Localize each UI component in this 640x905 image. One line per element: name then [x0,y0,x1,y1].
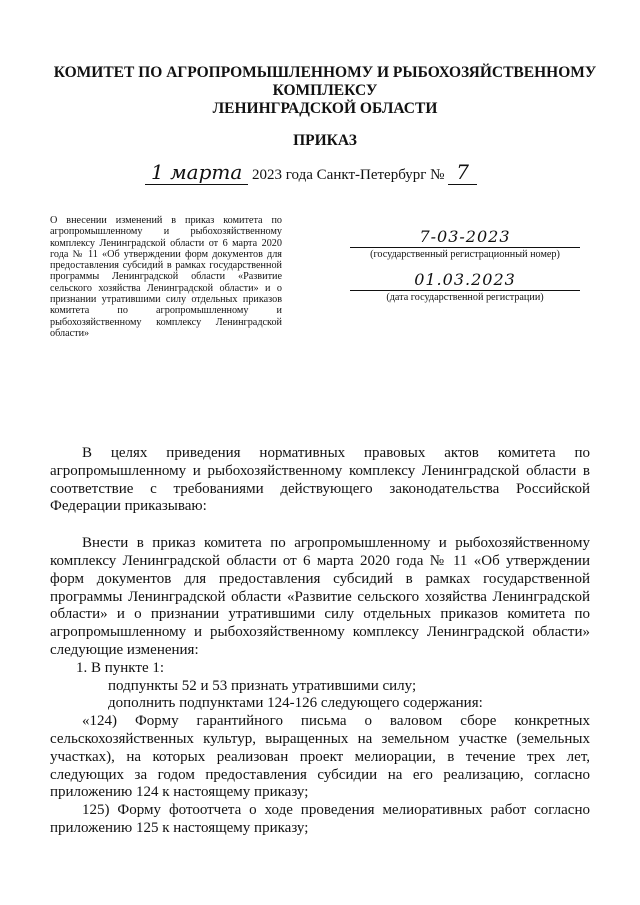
order-date-line [145,160,505,186]
committee-header [40,64,610,118]
handwritten-order-number: 7 [448,160,477,185]
header-line-1: КОМИТЕТ ПО АГРОПРОМЫШЛЕННОМУ И РЫБОХОЗЯЙСТВЕННОМУ [53,64,597,81]
order-body [50,445,590,838]
subitem-repeal: подпункты 52 и 53 признать утратившими силу; [108,677,417,694]
registration-date-block [350,270,580,304]
date-line-text: 2023 года Санкт-Петербург № [252,167,445,183]
registration-date-handwritten: 01.03.2023 [350,270,580,291]
handwritten-date: 1 марта [145,160,248,185]
order-title: ПРИКАЗ [293,132,357,149]
list-item-1: 1. В пункте 1: [76,659,165,676]
paragraph-125: 125) Форму фотоотчета о ходе проведения мелиоративных работ согласно приложению 125 к настоящему приказу; [50,802,590,836]
intro-paragraph: Внести в приказ комитета по агропромышленному и рыбохозяйственному комплексу Ленинградской области от 6 марта 2020 года № 11 «Об утверждении форм документов для предоставления субсидий в рамках государственной программы Ленинградской области «Развитие сельского хозяйства Ленинградской области» и о признании утратившими силу отдельных приказов комитета по агропромышленному и рыбохозяйственному комплексу Ленинградской области» следующие изменения: [50,535,590,658]
preamble-paragraph: В целях приведения нормативных правовых актов комитета по агропромышленному и рыбохозяйственному комплексу Ленинградской области в соответствие с требованиями действующего законодательства Российской Федерации приказываю: [50,445,590,515]
header-line-3: ЛЕНИНГРАДСКОЙ ОБЛАСТИ [212,100,438,117]
registration-number-caption: (государственный регистрационный номер) [370,249,560,260]
paragraph-124: «124) Форму гарантийного письма о валовом сборе конкретных сельскохозяйственных культур, выращенных на земельном участке (земельных участках), на которых реализован проект мелиорации, в течение трех лет, следующих за годом предоставления субсидии на его реализацию, согласно приложению 124 к настоящему приказу; [50,713,590,801]
registration-number-block [350,227,580,261]
registration-date-caption: (дата государственной регистрации) [386,292,544,303]
header-line-2: КОМПЛЕКСУ [272,82,378,99]
subitem-add: дополнить подпунктами 124-126 следующего содержания: [108,695,483,712]
registration-number-handwritten: 7-03-2023 [350,227,580,248]
order-subject: О внесении изменений в приказ комитета по агропромышленному и рыбохозяйственному комплексу Ленинградской области от 6 марта 2020 года № 11 «Об утверждении форм документов для предоставления субсидий в рамках государственной программы Ленинградской области «Развитие сельского хозяйства Ленинградской области» и о признании утратившими силу отдельных приказов комитета по агропромышленному и рыбохозяйственному комплексу Ленинградской области» [50,215,282,339]
